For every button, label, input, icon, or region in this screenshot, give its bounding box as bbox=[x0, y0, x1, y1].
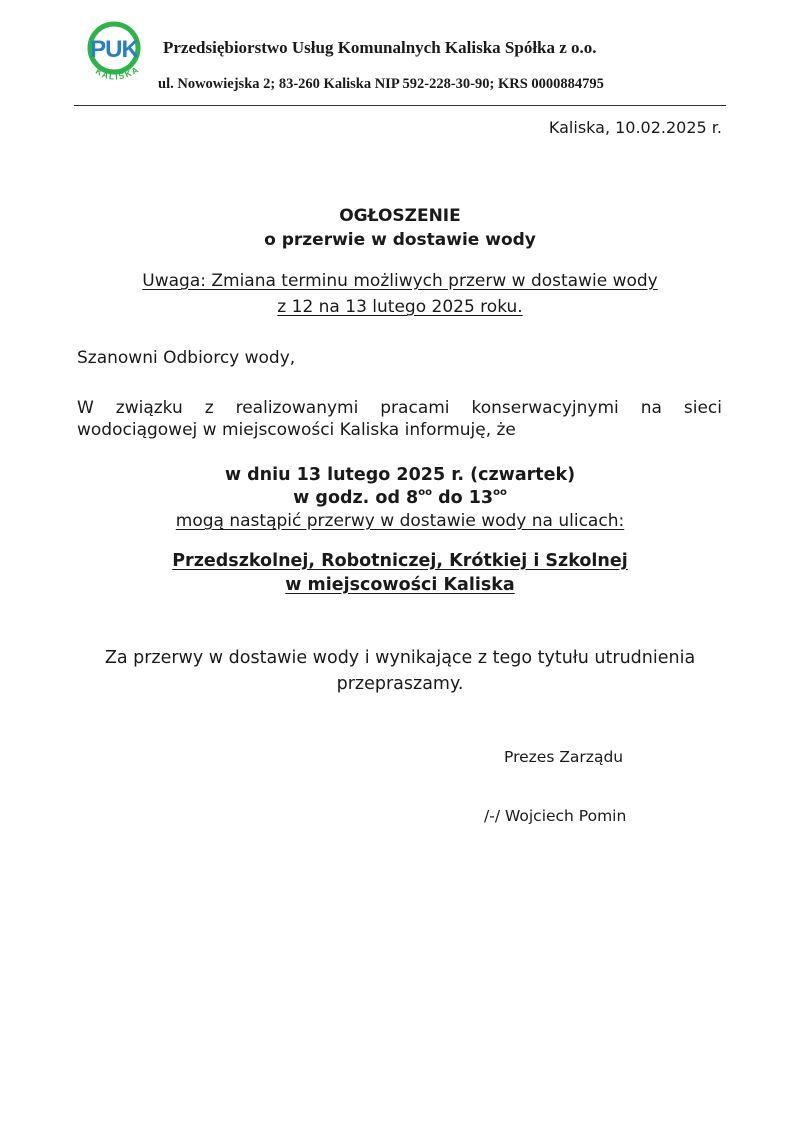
notice-line-1: Uwaga: Zmiana terminu możliwych przerw w dostawie wody bbox=[142, 271, 658, 291]
title-line-2: o przerwie w dostawie wody bbox=[264, 230, 536, 250]
intro-paragraph bbox=[77, 397, 722, 441]
hours-prefix: w godz. od 8 bbox=[293, 488, 419, 508]
company-address: ul. Nowowiejska 2; 83-260 Kaliska NIP 592-228-30-90; KRS 0000884795 bbox=[158, 76, 604, 92]
header-divider bbox=[74, 105, 726, 106]
outage-schedule bbox=[74, 464, 726, 533]
logo-subtext: KALISKA bbox=[93, 63, 142, 82]
signature-name: /-/ Wojciech Pomin bbox=[484, 807, 627, 825]
title-line-1: OGŁOSZENIE bbox=[339, 206, 461, 226]
change-notice bbox=[74, 268, 726, 320]
announcement-title bbox=[74, 204, 726, 252]
apology-paragraph bbox=[74, 645, 726, 697]
company-name: Przedsiębiorstwo Usług Komunalnych Kaliska Spółka z o.o. bbox=[163, 38, 597, 57]
apology-line-1: Za przerwy w dostawie wody i wynikające z tego tytułu utrudnienia bbox=[104, 648, 696, 668]
hours-middle: do 13 bbox=[432, 488, 494, 508]
apology-line-2: przepraszamy. bbox=[336, 674, 464, 694]
hours-start-minutes: oo bbox=[418, 487, 432, 498]
streets-intro: mogą nastąpić przerwy w dostawie wody na ulicach: bbox=[175, 511, 625, 531]
outage-date: w dniu 13 lutego 2025 r. (czwartek) bbox=[224, 465, 576, 485]
company-logo bbox=[80, 18, 154, 92]
intro-line-2: wodociągowej w miejscowości Kaliska informuję, że bbox=[77, 420, 516, 440]
puk-logo-icon bbox=[80, 18, 154, 92]
notice-line-2: z 12 na 13 lutego 2025 roku. bbox=[277, 297, 523, 317]
affected-streets bbox=[74, 549, 726, 597]
logo-text: PUK bbox=[90, 36, 138, 63]
greeting: Szanowni Odbiorcy wody, bbox=[77, 348, 296, 368]
streets-line-1: Przedszkolnej, Robotniczej, Krótkiej i Szkolnej bbox=[172, 551, 628, 571]
streets-line-2: w miejscowości Kaliska bbox=[285, 575, 515, 595]
signature-title: Prezes Zarządu bbox=[504, 748, 624, 766]
outage-hours bbox=[74, 487, 726, 510]
document-date: Kaliska, 10.02.2025 r. bbox=[548, 118, 722, 137]
intro-line-1: W związku z realizowanymi pracami konserwacyjnymi na sieci bbox=[77, 398, 722, 418]
hours-end-minutes: oo bbox=[493, 487, 507, 498]
